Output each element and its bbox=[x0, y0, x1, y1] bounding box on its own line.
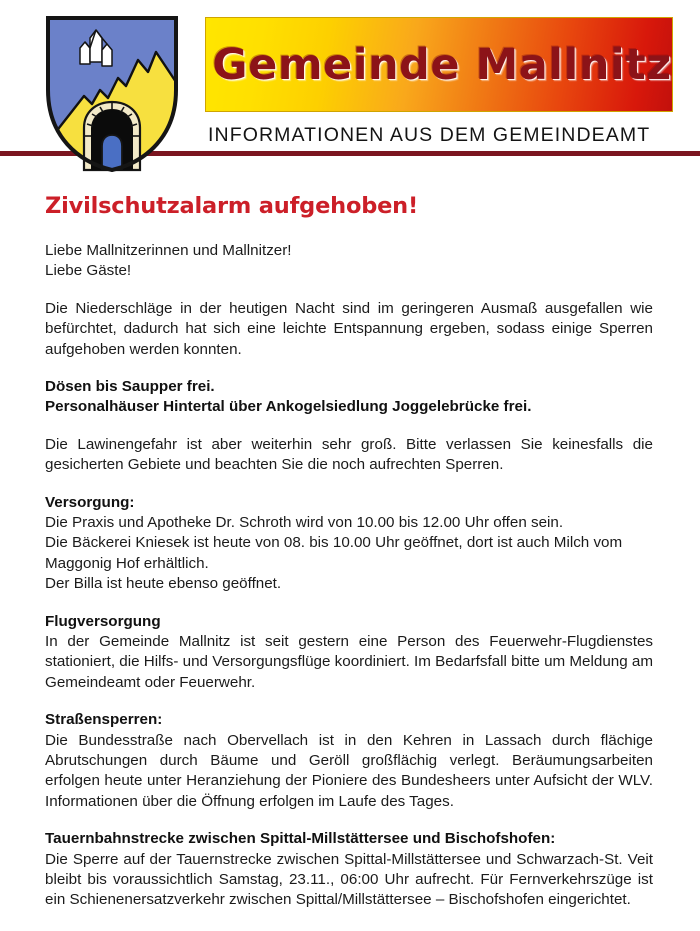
salutation-line-1: Liebe Mallnitzerinnen und Mallnitzer! bbox=[45, 241, 292, 259]
section-heading: Tauernbahnstrecke zwischen Spittal-Millstättersee und Bischofshofen: bbox=[45, 830, 556, 848]
section-text: Die Praxis und Apotheke Dr. Schroth wird von 10.00 bis 12.00 Uhr offen sein. Die Bäckerei Kniesek ist heute von 08. bis 10.00 Uhr geöffnet, dort ist auch Milch vom Maggonig Hof erhältlich. Der Billa ist heute ebenso geöffnet. bbox=[45, 513, 623, 593]
banner-title: Gemeinde Mallnitz bbox=[212, 39, 672, 90]
section-flugversorgung bbox=[45, 612, 653, 694]
intro-paragraph: Die Niederschläge in der heutigen Nacht sind im geringeren Ausmaß ausgefallen wie befürchtet, dadurch hat sich eine leichte Entspannung ergeben, sodass einige Sperren aufgehoben werden konnten. bbox=[45, 299, 653, 358]
open-routes-list bbox=[45, 377, 653, 418]
mallnitz-coat-of-arms-icon bbox=[34, 12, 190, 174]
section-text: Die Sperre auf der Tauernstrecke zwischen Spittal-Millstättersee und Schwarzach-St. Veit bleibt bis voraussichtlich Samstag, 23.11., 06:00 Uhr aufrecht. Für Fernverkehrszüge ist ein Schienenersatzverkehr zwischen Spittal/Millstättersee – Bischofshofen eingerichtet. bbox=[45, 850, 653, 909]
section-heading: Flugversorgung bbox=[45, 612, 161, 630]
avalanche-warning-paragraph: Die Lawinengefahr ist aber weiterhin sehr groß. Bitte verlassen Sie keinesfalls die gesicherten Gebiete und beachten Sie die noch aufrechten Sperren. bbox=[45, 435, 653, 474]
section-tauernbahnstrecke bbox=[45, 829, 653, 911]
gemeinde-banner bbox=[205, 17, 673, 112]
section-heading: Versorgung: bbox=[45, 493, 135, 511]
section-strassensperren bbox=[45, 710, 653, 812]
section-heading: Straßensperren: bbox=[45, 711, 163, 729]
open-route-item: Personalhäuser Hintertal über Ankogelsiedlung Joggelebrücke frei. bbox=[45, 398, 532, 416]
masthead bbox=[0, 0, 700, 176]
header-subtitle: INFORMATIONEN AUS DEM GEMEINDEAMT bbox=[208, 124, 651, 146]
salutation-line-2: Liebe Gäste! bbox=[45, 262, 132, 280]
section-versorgung bbox=[45, 493, 653, 595]
section-text: Die Bundesstraße nach Obervellach ist in den Kehren in Lassach durch flächige Abrutschungen durch Bäume und Geröll großflächig verlegt. Beräumungsarbeiten erfolgen heute unter Heranziehung der Pioniere des Bundesheers unter Aufsicht der WLV. Informationen über die Öffnung erfolgen im Laufe des Tages. bbox=[45, 731, 653, 810]
section-text: In der Gemeinde Mallnitz ist seit gestern eine Person des Feuerwehr-Flugdienstes stationiert, die Hilfs- und Versorgungsflüge koordiniert. Im Bedarfsfall bitte um Meldung am Gemeindeamt oder Feuerwehr. bbox=[45, 632, 653, 691]
page-title: Zivilschutzalarm aufgehoben! bbox=[45, 193, 419, 219]
salutation bbox=[45, 241, 653, 282]
open-route-item: Dösen bis Saupper frei. bbox=[45, 377, 215, 395]
article-body bbox=[45, 194, 653, 928]
